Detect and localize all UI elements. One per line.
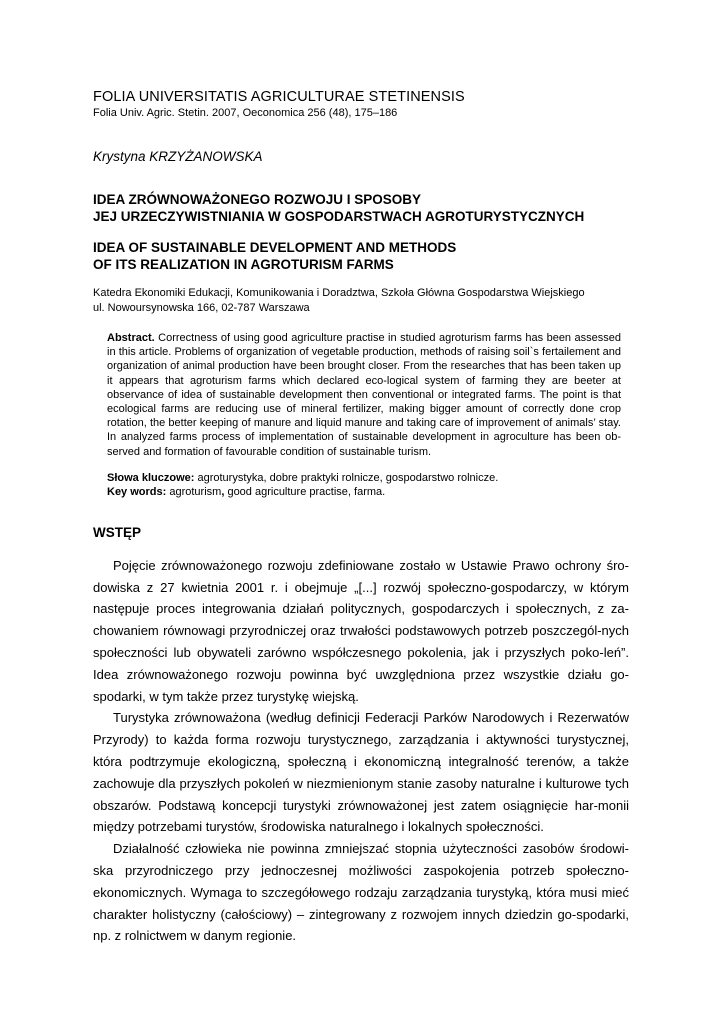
- body-paragraph: Turystyka zrównoważona (według definicji Federacji Parków Narodowych i Rezerwatów Przyrody) to każda forma rozwoju turystycznego, zarządzania i aktywności turystycznej, która podtrzymuje ekologiczną, społeczną i ekonomiczną integralność terenów, a także zachowuje dla przyszłych pokoleń w niezmienionym stanie zasoby naturalne i kulturowe tych obszarów. Podstawą koncepcji turystyki zrównoważonej jest zatem osiągnięcie har-monii między potrzebami turystów, środowiska naturalnego i lokalnych społeczności.: [93, 710, 629, 835]
- article-page: [93, 88, 633, 947]
- keywords: [107, 471, 621, 500]
- title-english-line-2: OF ITS REALIZATION IN AGROTURISM FARMS: [93, 257, 394, 272]
- title-english-line-1: IDEA OF SUSTAINABLE DEVELOPMENT AND METHODS: [93, 240, 457, 255]
- keywords-english-text-a: agroturism: [169, 486, 222, 499]
- journal-citation: Folia Univ. Agric. Stetin. 2007, Oeconomica 256 (48), 175–186: [93, 107, 398, 119]
- keywords-english-label: Key words:: [107, 486, 167, 499]
- affiliation-line-1: Katedra Ekonomiki Edukacji, Komunikowania i Doradztwa, Szkoła Główna Gospodarstwa Wiejskiego: [93, 287, 585, 299]
- abstract-text: Correctness of using good agriculture practise in studied agroturism farms has been assessed in this article. Problems of organization of vegetable production, methods of raising soil`s fertailement and organization of animal production have been brought closer. From the researches that has been taken up it appears that agroturism farms which declared eco-logical system of farming they are beeter at observance of idea of sustainable development then conventional or integrated farms. The point is that ecological farms are reducing use of mineral fertilizer, making bigger amount of correctly done crop rotation, the better keeping of manure and liquid manure and taking care of improvement of animals’ stay. In analyzed farms process of implementation of sustainable development in agroculture has been ob-served and formation of favourable condition of sustainable turism.: [107, 332, 621, 458]
- abstract-label: Abstract.: [107, 332, 155, 344]
- keywords-polish-label: Słowa kluczowe:: [107, 471, 195, 484]
- title-polish-line-2: JEJ URZECZYWISTNIANIA W GOSPODARSTWACH AGROTURYSTYCZNYCH: [93, 209, 585, 224]
- body-paragraph: Działalność człowieka nie powinna zmniejszać stopnia użyteczności zasobów środowi-ska przyrodniczego przy jednoczesnej możliwości zaspokojenia potrzeb społeczno-ekonomicznych. Wymaga to szczegółowego rodzaju zarządzania turystyką, która musi mieć charakter holistyczny (całościowy) – zintegrowany z rozwojem innych dziedzin go-spodarki, np. z rolnictwem w danym regionie.: [93, 841, 629, 944]
- section-heading: WSTĘP: [93, 524, 142, 540]
- keywords-polish: [107, 471, 621, 486]
- title-polish: [93, 191, 633, 225]
- keywords-polish-text: agroturystyka, dobre praktyki rolnicze, gospodarstwo rolnicze.: [197, 471, 499, 484]
- journal-title: FOLIA UNIVERSITATIS AGRICULTURAE STETINENSIS: [93, 89, 465, 105]
- affiliation-line-2: ul. Nowoursynowska 166, 02-787 Warszawa: [93, 302, 310, 314]
- affiliation: [93, 286, 633, 316]
- abstract: [107, 331, 621, 459]
- title-polish-line-1: IDEA ZRÓWNOWAŻONEGO ROZWOJU I SPOSOBY: [93, 192, 422, 207]
- keywords-english: [107, 485, 621, 500]
- title-english: [93, 239, 633, 273]
- section-body: [93, 555, 629, 947]
- body-paragraph: Pojęcie zrównoważonego rozwoju zdefiniowane zostało w Ustawie Prawo ochrony śro-dowiska z 27 kwietnia 2001 r. i obejmuje „[...] rozwój społeczno-gospodarczy, w którym następuje proces integrowania działań politycznych, gospodarczych i społecznych, z za-chowaniem równowagi przyrodniczej oraz trwałości podstawowych potrzeb poszczegól-nych społeczności lub obywateli zarówno współczesnego pokolenia, jak i przyszłych poko-leń”. Idea zrównoważonego rozwoju powinna być uwzględniona przez wszystkie działu go-spodarki, w tym także przez turystykę wiejską.: [93, 557, 629, 704]
- keywords-english-text-b: , good agriculture practise, farma.: [221, 486, 386, 499]
- author-name: Krystyna KRZYŻANOWSKA: [93, 149, 263, 164]
